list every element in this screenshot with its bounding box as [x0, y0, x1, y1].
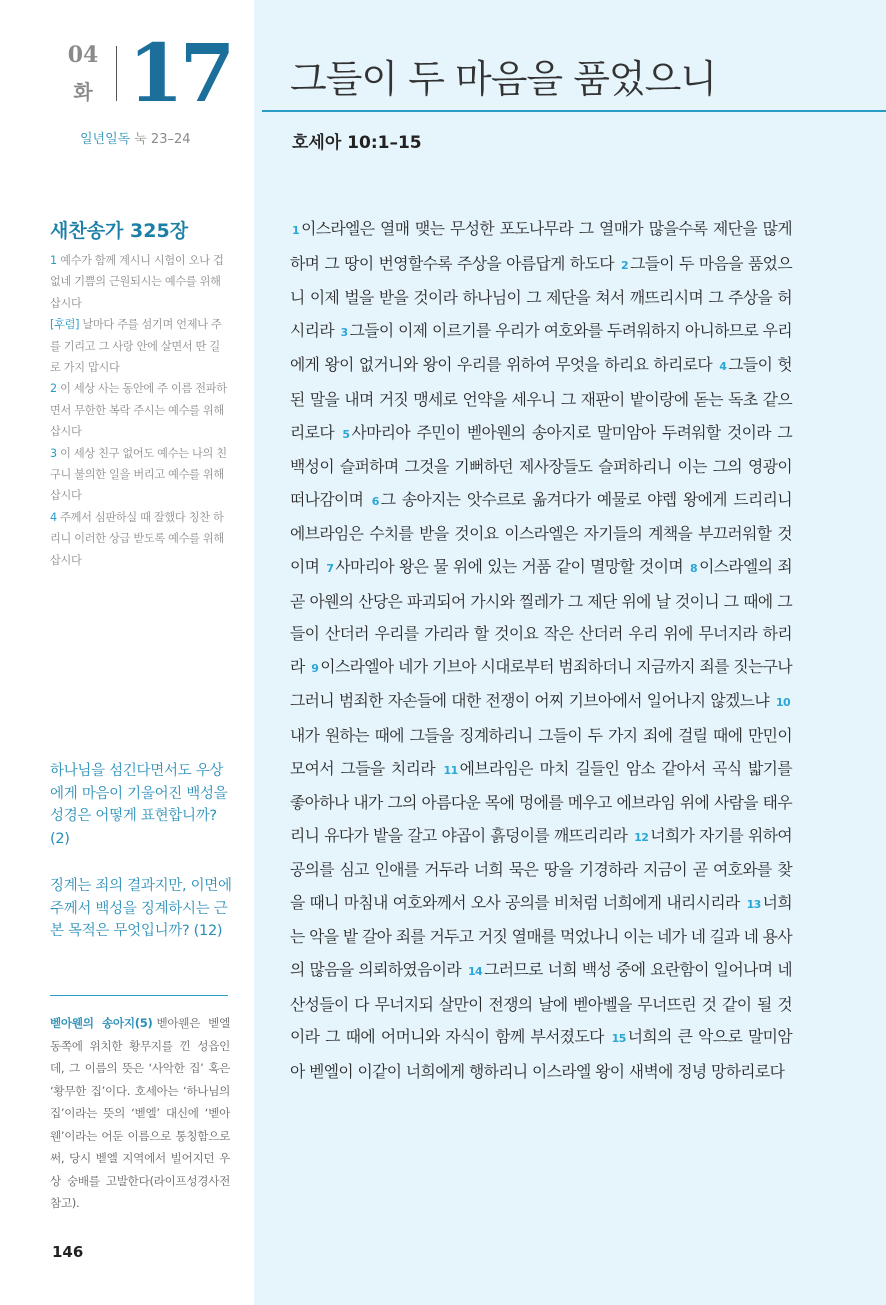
glossary-note [50, 1012, 230, 1215]
hymn-verse-number: 1 [50, 254, 57, 267]
page-title: 그들이 두 마음을 품었으니 [290, 57, 717, 101]
verse-number: 14 [467, 965, 483, 979]
hymn-verse-number: 4 [50, 510, 57, 524]
verse-text: 내가 원하는 때에 그들을 징계하리니 그들이 두 가지 죄에 걸릴 때에 만민이 모여서 그들을 치리라 [290, 725, 792, 778]
verse-text: 그러므로 너희 백성 중에 요란함이 일어나며 네 산성들이 다 무너지되 살만이 전쟁의 날에 벧아벨을 무너뜨린 것 같이 될 것이라 그 때에 어머니와 자식이 함께 부서졌도다 [290, 960, 792, 1047]
hymn-title: 새찬송가 325장 [50, 220, 189, 242]
reflection-question: 징계는 죄의 결과지만, 이면에 주께서 백성을 징계하시는 근본 목적은 무엇입니까? (12) [50, 878, 232, 939]
hymn-verse-number: 2 [50, 382, 57, 396]
hymn-verse-text: 날마다 주를 섬기며 언제나 주를 기리고 그 사랑 안에 살면서 딴 길로 가지 맙시다 [50, 318, 222, 375]
hymn-verse [50, 511, 224, 567]
verse-text: 너희의 큰 악으로 말미암아 벧엘이 이같이 너희에게 행하리니 이스라엘 왕이 새벽에 정녕 망하리로다 [290, 1027, 792, 1081]
verse-text: 사마리아 왕은 물 위에 있는 거품 같이 멸망할 것이며 [335, 556, 684, 576]
verse-number: 8 [690, 561, 698, 575]
title-divider [262, 110, 886, 112]
verse-number: 11 [443, 763, 458, 777]
verse-number: 7 [326, 561, 334, 575]
hymn-verse-text: 주께서 심판하실 때 잘했다 칭찬 하리니 이러한 상급 받도록 예수를 위해 삽시다 [50, 510, 224, 567]
yearly-reading-label: 일년일독 [80, 132, 131, 147]
day-number: 17 [128, 26, 232, 120]
verse-text: 그들이 이제 이르기를 우리가 여호와를 두려워하지 아니하므로 우리에게 왕이 없거니와 왕이 우리를 위하여 무엇을 하리요 하리로다 [290, 320, 792, 375]
reflection-question: 하나님을 섬긴다면서도 우상에게 마음이 기울어진 백성을 성경은 어떻게 표현합니까? (2) [50, 763, 228, 847]
verse-number: 15 [611, 1032, 626, 1046]
verse-text: 이스라엘의 죄 곧 아웬의 산당은 파괴되어 가시와 찔레가 그 제단 위에 날 것이니 그 때에 그들이 산더러 우리를 가리라 할 것이요 작은 산더러 우리 위에 무너지라 하리라 [290, 556, 793, 676]
verse-number: 12 [634, 830, 649, 844]
verse-text: 그들이 두 마음을 품었으니 이제 벌을 받을 것이라 하나님이 그 제단을 쳐서 깨뜨리시며 그 주상을 허시리라 [290, 253, 792, 340]
note-divider [50, 995, 228, 996]
verse-text: 사마리아 주민이 벧아웬의 송아지로 말미암아 두려워할 것이라 그 백성이 슬퍼하며 그것을 기뻐하던 제사장들도 슬퍼하리니 이는 그의 영광이 떠나감이며 [290, 422, 793, 509]
page-number: 146 [52, 1243, 84, 1261]
verse-text: 이스라엘은 열매 맺는 무성한 포도나무라 그 열매가 많을수록 제단을 많게 하며 그 땅이 번영할수록 주상을 아름답게 하도다 [290, 219, 792, 273]
verse-number: 5 [342, 427, 350, 441]
yearly-reading [80, 128, 191, 147]
glossary-text: 벧아웬은 벧엘 동쪽에 위치한 황무지를 낀 성읍인데, 그 이름의 뜻은 ‘사악한 집’ 혹은 ‘황무한 집’이다. 호세아는 ‘하나님의 집’이라는 뜻의 ‘벧엘’ 대신에 ‘벧아웬’이라는 어둔 이름으로 통칭함으로써, 당시 벧엘 지역에서 빌어지던 우상 숭배를 고발한다(라이프성경사전 참고). [50, 1016, 230, 1210]
hymn-verse [50, 382, 227, 438]
verse-number: 6 [371, 494, 379, 508]
verse-number: 4 [719, 360, 727, 374]
verse-text: 이스라엘아 네가 기브아 시대로부터 범죄하더니 지금까지 죄를 짓는구나 그러니 범죄한 자손들에 대한 전쟁이 어찌 기브아에서 일어나지 않겠느냐 [290, 656, 792, 711]
hymn-verse-text: 이 세상 사는 동안에 주 이름 전파하면서 무한한 복락 주시는 예수를 위해 삽시다 [50, 382, 227, 439]
verse-number: 2 [621, 258, 629, 272]
verse-text: 그 송아지는 앗수르로 옮겨다가 예물로 야렙 왕에게 드리리니 에브라임은 수치를 받을 것이요 이스라엘은 자기들의 계책을 부끄러워할 것이며 [290, 489, 792, 576]
hymn-verse-text: 이 세상 친구 없어도 예수는 나의 친구니 불의한 일을 버리고 예수를 위해 삽시다 [50, 446, 227, 503]
verse-number: 1 [292, 224, 300, 237]
hymn-verse [50, 318, 222, 374]
glossary-term: 벧아웬의 송아지(5) [50, 1016, 153, 1030]
hymn-verse [50, 447, 227, 503]
verse-number: 3 [340, 325, 348, 339]
verse-text: 너희는 악을 밭 갈아 죄를 거두고 거짓 열매를 먹었나니 이는 네가 네 길과 네 용사의 많음을 의뢰하였음이라 [290, 892, 792, 980]
verse-text: 너희가 자기를 위하여 공의를 심고 인애를 거두라 너희 묵은 땅을 기경하라 지금이 곧 여호와를 찾을 때니 마침내 여호와께서 오사 공의를 비처럼 너희에게 내리시리라 [290, 825, 793, 912]
hymn-verse-text: 예수가 함께 계시니 시험이 오나 겁 없네 기쁨의 근원되시는 예수를 위해 삽시다 [50, 254, 224, 310]
verse-number: 10 [775, 696, 791, 710]
scripture-text [290, 213, 792, 1088]
date-divider [116, 46, 117, 101]
hymn-verse-number: 3 [50, 446, 57, 460]
scripture-reference: 호세아 10:1–15 [292, 133, 422, 153]
hymn-refrain-label: [후렴] [50, 318, 80, 332]
verse-number: 13 [746, 897, 761, 911]
verse-text: 에브라임은 마치 길들인 암소 같아서 곡식 밟기를 좋아하나 내가 그의 아름다운 목에 멍에를 메우고 에브라임 위에 사람을 태우리니 유다가 밭을 갈고 야곱이 흙덩이를 깨뜨리리라 [290, 758, 793, 845]
month-unit: 화 [73, 80, 93, 104]
verse-number: 9 [311, 661, 319, 675]
hymn-lyrics [50, 250, 230, 571]
verse-text: 그들이 헛된 말을 내며 거짓 맹세로 언약을 세우니 그 재판이 밭이랑에 돋는 독초 같으리로다 [290, 355, 793, 442]
month-number: 04 [67, 42, 99, 68]
hymn-verse [50, 254, 223, 310]
yearly-reading-ref: 눅 23–24 [134, 132, 191, 147]
